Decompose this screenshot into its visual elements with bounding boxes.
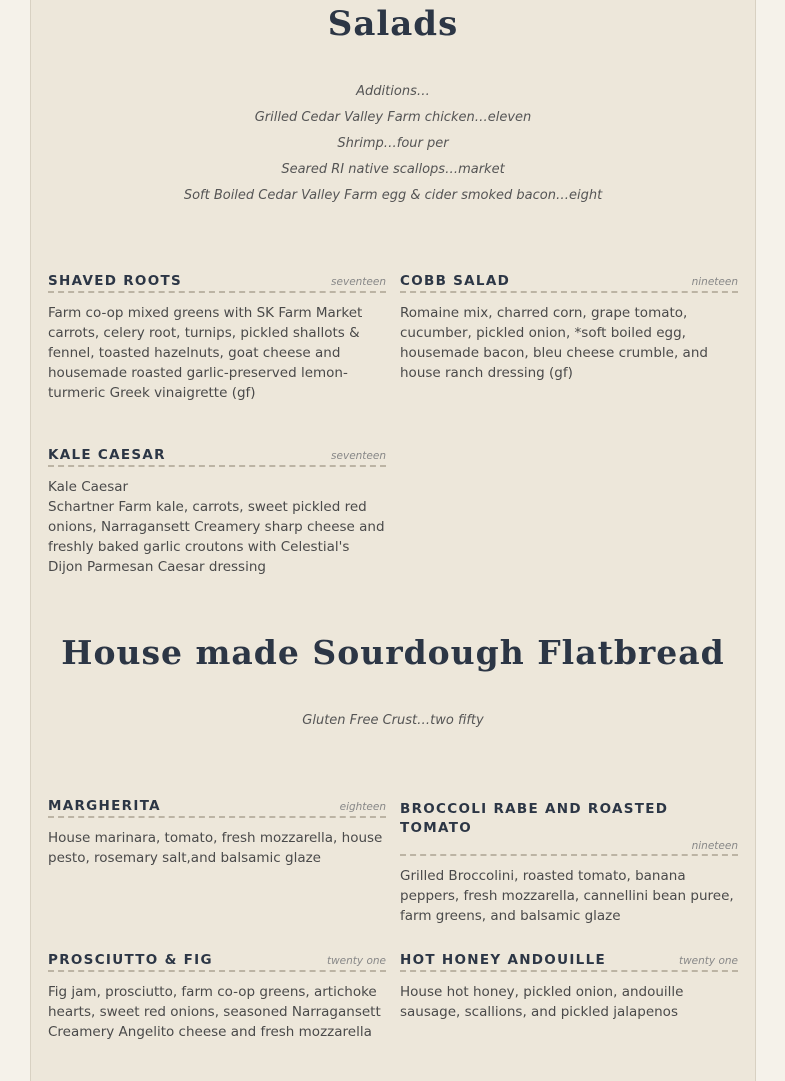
item-description: Grilled Broccolini, roasted tomato, banana peppers, fresh mozzarella, cannellini bean puree, farm greens, and balsamic glaze — [400, 868, 734, 924]
item-header — [48, 447, 386, 467]
item-description: Farm co-op mixed greens with SK Farm Market carrots, celery root, turnips, pickled shallots & fennel, toasted hazelnuts, goat cheese and housemade roasted garlic-preserved lemon-turmeric Greek vinaigrette (gf) — [48, 305, 363, 401]
item-price: nineteen — [691, 276, 738, 288]
item-name: SHAVED ROOTS — [48, 273, 183, 289]
item-description: Fig jam, prosciutto, farm co-op greens, artichoke hearts, sweet red onions, seasoned Narragansett Creamery Angelito cheese and fresh mozzarella — [48, 984, 381, 1040]
item-description: House marinara, tomato, fresh mozzarella, house pesto, rosemary salt,and balsamic glaze — [48, 830, 383, 866]
menu-item-shaved-roots — [48, 273, 386, 403]
item-description-line: Schartner Farm kale, carrots, sweet pickled red onions, Narragansett Creamery sharp cheese and freshly baked garlic croutons with Celestial's Dijon Parmesan Caesar dressing — [48, 499, 385, 575]
item-price: seventeen — [331, 276, 386, 288]
item-description: House hot honey, pickled onion, andouille sausage, scallions, and pickled jalapenos — [400, 984, 684, 1020]
menu-item-prosciutto-fig — [48, 952, 386, 1042]
menu-item-margherita — [48, 798, 386, 868]
item-header — [48, 798, 386, 818]
menu-item-hot-honey-andouille — [400, 952, 738, 1022]
salads-title: Salads — [327, 4, 459, 44]
item-name: KALE CAESAR — [48, 447, 166, 463]
salads-additions — [31, 79, 755, 209]
item-description: Romaine mix, charred corn, grape tomato, cucumber, pickled onion, *soft boiled egg, housemade bacon, bleu cheese crumble, and house ranch dressing (gf) — [400, 305, 708, 381]
addition-item: Soft Boiled Cedar Valley Farm egg & cider smoked bacon…eight — [183, 188, 603, 203]
flatbread-title: House made Sourdough Flatbread — [61, 633, 725, 672]
item-name: COBB SALAD — [400, 273, 511, 289]
item-price: twenty one — [678, 955, 738, 967]
item-name: PROSCIUTTO & FIG — [48, 952, 213, 968]
menu-item-broccoli-rabe — [400, 798, 738, 926]
addition-item: Seared RI native scallops…market — [281, 162, 505, 177]
item-description-line: Kale Caesar — [48, 479, 129, 495]
item-name: HOT HONEY ANDOUILLE — [400, 952, 606, 968]
item-price: twenty one — [326, 955, 386, 967]
item-price: seventeen — [331, 450, 386, 462]
item-header — [400, 952, 738, 972]
item-description — [48, 477, 386, 577]
item-header — [48, 952, 386, 972]
item-header — [400, 798, 738, 856]
item-header — [48, 273, 386, 293]
additions-heading: Additions… — [356, 84, 430, 99]
menu-item-cobb-salad — [400, 273, 738, 383]
menu-item-kale-caesar — [48, 447, 386, 577]
item-name: BROCCOLI RABE AND ROASTED TOMATO — [400, 801, 669, 836]
menu-panel — [30, 0, 756, 1081]
addition-item: Grilled Cedar Valley Farm chicken…eleven — [254, 110, 532, 125]
addition-item: Shrimp…four per — [337, 136, 449, 151]
item-name: MARGHERITA — [48, 798, 161, 814]
flatbread-note: Gluten Free Crust…two fifty — [302, 713, 484, 728]
item-header — [400, 273, 738, 293]
item-price: eighteen — [339, 801, 386, 813]
item-price: nineteen — [691, 840, 738, 852]
